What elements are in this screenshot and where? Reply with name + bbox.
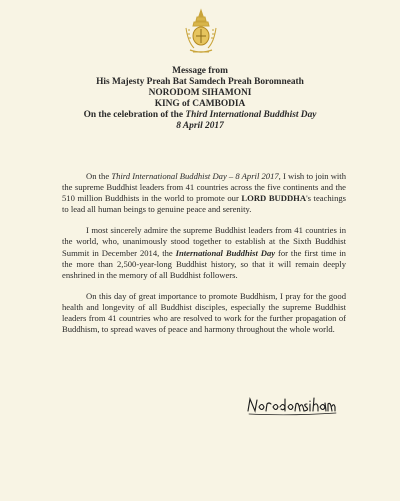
p2-text-c: for the first time in the more than 2,500-year-long Buddhist history, so that it will remain deeply enshrined in the memory of all Buddhist followers. (62, 247, 346, 280)
p1-text-c: , I wish to join with the supreme Buddhist leaders from 41 countries across the five continents and the 510 million Buddhists in the world to promote our (62, 171, 346, 204)
paragraph-2 (62, 225, 346, 280)
p2-event-name: International Buddhist Day (175, 247, 276, 258)
header-king: KING of CAMBODIA (154, 99, 246, 109)
p3-text: On this day of great importance to promote Buddhism, I pray for the good health and longevity of all Buddhist disciples, especially the supreme Buddhist leaders from 41 countries who are resolved to work for the further propagation of Buddhism, to spread waves of peace and harmony throughout the whole world. (62, 290, 346, 335)
paragraph-3 (62, 291, 346, 335)
header-occasion-prefix: On the celebration of the (83, 110, 186, 120)
p1-text-a: On the (86, 171, 112, 181)
letter-header (0, 66, 400, 132)
header-name: NORODOM SIHAMONI (148, 88, 252, 98)
handwritten-signature (246, 395, 338, 417)
p2-text-a: I most sincerely admire the supreme Buddhist leaders from 41 countries in the world, who, unanimously stood together to establish at the Sixth Buddhist Summit in December 2014, the (62, 225, 346, 258)
letter-body (62, 171, 346, 345)
p1-lord-buddha: LORD BUDDHA (241, 193, 307, 204)
paragraph-1 (62, 171, 346, 215)
header-occasion (0, 110, 400, 121)
header-title: His Majesty Preah Bat Samdech Preah Boromneath (96, 77, 304, 87)
royal-coat-of-arms-icon (182, 8, 220, 56)
p1-text-e: 's teachings to lead all human beings to genuine peace and serenity. (62, 193, 347, 215)
header-message-from: Message from (172, 66, 228, 76)
p1-event-date: Third International Buddhist Day – 8 April 2017 (111, 171, 279, 181)
header-date: 8 April 2017 (176, 121, 224, 131)
header-occasion-event: Third International Buddhist Day (185, 110, 317, 120)
